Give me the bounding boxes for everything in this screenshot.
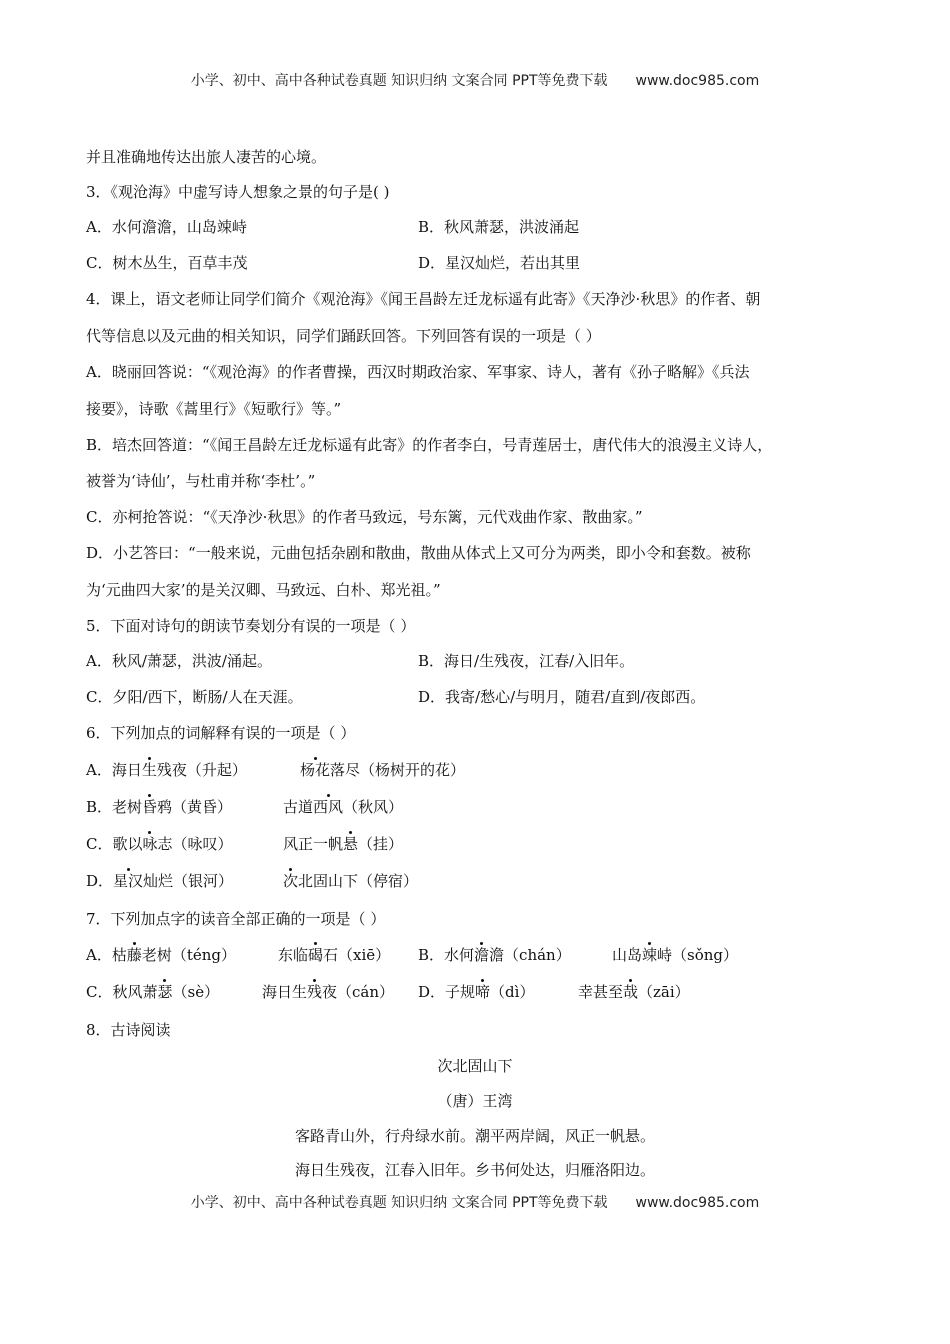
poem-title: 次北固山下 <box>437 1057 513 1075</box>
q6-b-gloss: 鸦（黄昏） <box>157 798 233 816</box>
q7-option-b <box>418 945 571 965</box>
q7-b-dotted2: 竦 <box>642 946 658 964</box>
q4-option-d-line1: D．小艺答曰：“一般来说，元曲包括杂剧和散曲，散曲从体式上又可分为两类，即小令和套数。被称 <box>86 544 751 562</box>
q7-c-dotted2: 残 <box>307 983 323 1001</box>
q6-b-dotted: 昏 <box>142 798 158 816</box>
q7-a-dotted: 藤 <box>126 946 142 964</box>
q6-b-dotted2: 西风 <box>313 798 344 816</box>
q6-a-dotted2: 杨花 <box>300 761 331 779</box>
q7-c-pinyin2: 夜（cán） <box>322 983 395 1001</box>
q7-a-dotted2: 碣 <box>308 946 324 964</box>
q6-b-text2: 古道 <box>283 798 314 816</box>
q7-a-text2: 东临 <box>278 946 309 964</box>
q4-option-a-line2: 接要》，诗歌《蒿里行》《短歌行》等。” <box>86 400 342 418</box>
q7-b-text2: 山岛 <box>612 946 643 964</box>
q3-stem: 3．《观沧海》中虚写诗人想象之景的句子是( ) <box>86 183 390 201</box>
poem-line-2: 海日生残夜，江春入旧年。乡书何处达，归雁洛阳边。 <box>294 1161 655 1179</box>
q3-option-c: C．树木丛生，百草丰茂 <box>86 254 248 272</box>
q7-option-c-part2 <box>262 982 394 1002</box>
q3-option-d: D．星汉灿烂，若出其里 <box>418 254 581 272</box>
q6-option-b-part2 <box>283 797 403 817</box>
q5-option-c: C．夕阳/西下，断肠/人在天涯。 <box>86 688 303 706</box>
q4-stem-line1: 4．课上，语文老师让同学们简介《观沧海》《闻王昌龄左迁龙标遥有此寄》《天净沙·秋思》的作者、朝 <box>86 290 761 308</box>
q7-d-pinyin: （dì） <box>490 983 535 1001</box>
q6-option-c <box>86 834 404 854</box>
q5-option-b: B．海日/生残夜，江春/入旧年。 <box>418 652 635 670</box>
q4-option-b-line1: B．培杰回答道：“《闻王昌龄左迁龙标遥有此寄》的作者李白，号青莲居士，唐代伟大的浪漫主义诗人， <box>86 436 773 454</box>
q6-d-dotted2: 次 <box>283 872 299 890</box>
footer-text: 小学、初中、高中各种试卷真题 知识归纳 文案合同 PPT等免费下载 <box>190 1195 608 1211</box>
intro-line: 并且准确地传达出旅人凄苦的心境。 <box>86 148 327 166</box>
q7-option-d <box>418 982 534 1002</box>
q7-c-pinyin: （sè） <box>172 983 220 1001</box>
q7-a-pinyin2: 石（xiē） <box>323 946 391 964</box>
poem-author: （唐）王湾 <box>437 1092 513 1110</box>
page-footer <box>0 1192 950 1212</box>
q6-c-gloss: 志（咏叹） <box>157 835 233 853</box>
q4-option-d-line2: 为‘元曲四大家’的是关汉卿、马致远、白朴、郑光祖。” <box>86 581 441 599</box>
q7-option-a <box>86 945 739 965</box>
q3-option-b: B．秋风萧瑟，洪波涌起 <box>418 218 580 236</box>
q6-d-gloss2: 北固山下（停宿） <box>298 872 419 890</box>
q7-d-text2: 幸甚至 <box>578 983 624 1001</box>
q8-stem: 8．古诗阅读 <box>86 1021 171 1039</box>
q6-c-text: C．歌以 <box>86 835 143 853</box>
q5-option-d: D．我寄/愁心/与明月，随君/直到/夜郎西。 <box>418 688 706 706</box>
q6-option-c-part2 <box>283 834 403 854</box>
q7-d-dotted: 啼 <box>475 983 491 1001</box>
q6-b-text: B．老树 <box>86 798 143 816</box>
q6-option-d <box>86 871 419 891</box>
q7-option-b-part2 <box>612 945 738 965</box>
q7-option-c <box>86 982 690 1002</box>
q6-c-text2: 风正一帆 <box>283 835 344 853</box>
q5-option-row-2 <box>86 687 706 707</box>
q6-option-a-part2 <box>300 760 465 780</box>
q4-option-a-line1: A．晓丽回答说：“《观沧海》的作者曹操，西汉时期政治家、军事家、诗人，著有《孙子略解》《兵法 <box>86 363 750 381</box>
q5-option-a: A．秋风/萧瑟，洪波/涌起。 <box>86 652 272 670</box>
footer-site-link[interactable]: www.doc985.com <box>635 1195 760 1211</box>
q6-option-b <box>86 797 404 817</box>
q7-c-dotted: 瑟 <box>157 983 173 1001</box>
q7-c-text: C．秋风萧 <box>86 983 158 1001</box>
q5-stem: 5．下面对诗句的朗读节奏划分有误的一项是（ ） <box>86 617 416 635</box>
q6-option-a <box>86 760 466 780</box>
q7-a-pinyin: 老树（téng） <box>141 946 237 964</box>
header-text: 小学、初中、高中各种试卷真题 知识归纳 文案合同 PPT等免费下载 <box>190 73 608 89</box>
q3-option-row-2 <box>86 253 581 273</box>
q7-option-d-part2 <box>578 982 690 1002</box>
q3-option-a: A．水何澹澹，山岛竦峙 <box>86 218 247 236</box>
header-site-link[interactable]: www.doc985.com <box>635 73 760 89</box>
q7-b-dotted: 澹 <box>474 946 490 964</box>
page-header <box>0 70 950 90</box>
q7-d-text: D．子规 <box>418 983 476 1001</box>
q7-a-text: A．枯 <box>86 946 127 964</box>
q7-b-text: B．水何 <box>418 946 475 964</box>
q4-option-b-line2: 被誉为‘诗仙’，与杜甫并称‘李杜’。” <box>86 472 316 490</box>
q3-option-row-1 <box>86 217 580 237</box>
q6-a-gloss: 残夜（升起） <box>156 761 247 779</box>
q4-option-c: C．亦柯抢答说：“《天净沙·秋思》的作者马致远，号东篱，元代戏曲作家、散曲家。” <box>86 508 643 526</box>
q6-a-gloss2: 落尽（杨树开的花） <box>330 761 466 779</box>
q6-b-gloss2: （秋风） <box>343 798 404 816</box>
q6-c-dotted2: 悬 <box>343 835 359 853</box>
q6-a-text: A．海日 <box>86 761 142 779</box>
q6-d-gloss: 灿烂（银河） <box>143 872 234 890</box>
q6-stem: 6．下列加点的词解释有误的一项是（ ） <box>86 724 356 742</box>
q7-stem: 7．下列加点字的读音全部正确的一项是（ ） <box>86 910 386 928</box>
poem-line-1: 客路青山外，行舟绿水前。潮平两岸阔，风正一帆悬。 <box>294 1127 655 1145</box>
q7-d-pinyin2: （zāi） <box>638 983 690 1001</box>
q5-option-row-1 <box>86 651 635 671</box>
q6-a-dotted: 生 <box>141 761 157 779</box>
q6-d-text: D． <box>86 872 114 890</box>
q4-stem-line2: 代等信息以及元曲的相关知识，同学们踊跃回答。下列回答有误的一项是（ ） <box>86 327 601 345</box>
q7-option-a-part2 <box>278 945 390 965</box>
q6-d-dotted: 星汉 <box>113 872 144 890</box>
q7-c-text2: 海日生 <box>262 983 308 1001</box>
q6-c-dotted: 咏 <box>142 835 158 853</box>
q7-b-pinyin: 澹（chán） <box>489 946 571 964</box>
q7-d-dotted2: 哉 <box>623 983 639 1001</box>
q6-c-gloss2: （挂） <box>358 835 404 853</box>
q6-option-d-part2 <box>283 871 418 891</box>
q7-b-pinyin2: 峙（sǒng） <box>657 946 739 964</box>
